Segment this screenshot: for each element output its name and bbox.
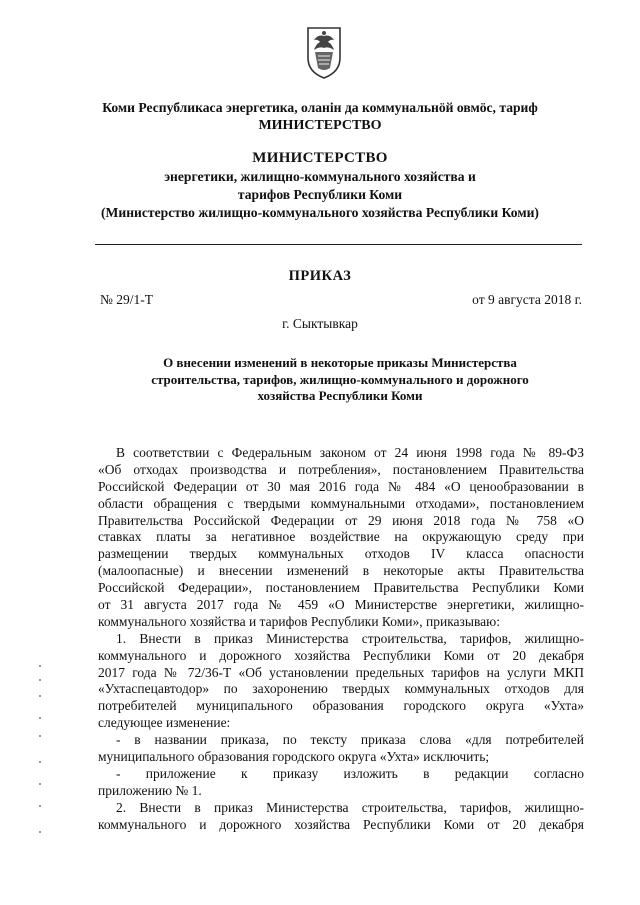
body-line: (малоопасные) и внесении изменений в некоторые акты Правительства [98, 563, 584, 579]
order-number: № 29/1-Т [100, 292, 153, 307]
body-line: - приложение к приказу изложить в редакции согласно [116, 765, 584, 781]
body-line: области обращения с твердыми коммунальными отходами», постановлением [98, 495, 584, 511]
body-line: потребителей муниципального образования городского округа «Ухта» [98, 698, 584, 714]
body-line: Российской Федерации», постановлением Правительства Республики Коми [98, 580, 584, 596]
body-line: коммунального хозяйства и тарифов Республики Коми», приказываю: [98, 613, 500, 629]
scan-margin-marks [38, 665, 42, 845]
komi-republic-coat-of-arms-icon [304, 24, 344, 80]
order-body [98, 445, 584, 833]
body-line: муниципального образования городского округа «Ухта» исключить; [98, 749, 490, 765]
order-date: от 9 августа 2018 г. [472, 292, 582, 307]
body-line: - в названии приказа, по тексту приказа слова «для потребителей [116, 732, 584, 748]
komi-ministry-label: МИНИСТЕРСТВО [258, 118, 382, 133]
body-line: коммунального и дорожного хозяйства Республики Коми от 20 декабря [98, 647, 584, 663]
body-line: коммунального и дорожного хозяйства Республики Коми от 20 декабря [98, 816, 584, 832]
body-line: В соответствии с Федеральным законом от 24 июня 1998 года № 89-ФЗ [116, 445, 584, 460]
ministry-name-line-3: (Министерство жилищно-коммунального хозяйства Республики Коми) [101, 205, 539, 220]
body-line: «Об отходах производства и потребления», постановлением Правительства [98, 461, 584, 477]
body-line: ставках платы за негативное воздействие на окружающую среду при [98, 529, 584, 545]
order-subject [90, 355, 590, 405]
body-line: приложению № 1. [98, 782, 202, 798]
subject-line: хозяйства Республики Коми [257, 388, 423, 403]
body-line: размещении твердых коммунальных отходов IV класса опасности [98, 546, 584, 562]
body-line: Российской Федерации от 30 мая 2016 года № 484 «О ценообразовании в [98, 478, 584, 494]
body-line: 2. Внести в приказ Министерства строительства, тарифов, жилищно- [116, 799, 584, 815]
komi-ministry-name: Коми Республикаса энергетика, оланiн да коммунальнöй овмöс, тариф [102, 100, 538, 115]
subject-line: строительства, тарифов, жилищно-коммунального и дорожного [151, 371, 529, 387]
body-line: «Ухтаспецавтодор» по захоронению твердых коммунальных отходов для [98, 681, 584, 697]
ministry-name-line-1: энергетики, жилищно-коммунального хозяйства и [164, 169, 476, 184]
body-line: следующее изменение: [98, 715, 231, 731]
header-divider [95, 244, 582, 245]
body-line: Правительства Российской Федерации от 29 июня 2018 года № 758 «О [98, 512, 584, 528]
ministry-label: МИНИСТЕРСТВО [252, 150, 388, 166]
body-line: 1. Внести в приказ Министерства строительства, тарифов, жилищно- [116, 630, 584, 646]
ministry-name-line-2: тарифов Республики Коми [237, 187, 403, 202]
order-city: г. Сыктывкар [282, 316, 358, 331]
body-line: от 31 августа 2017 года № 459 «О Министерстве энергетики, жилищно- [98, 597, 584, 613]
body-line: 2017 года № 72/36-Т «Об установлении предельных тарифов на услуги МКП [98, 664, 584, 680]
subject-line: О внесении изменений в некоторые приказы Министерства [163, 355, 517, 370]
order-title: ПРИКАЗ [288, 268, 352, 284]
